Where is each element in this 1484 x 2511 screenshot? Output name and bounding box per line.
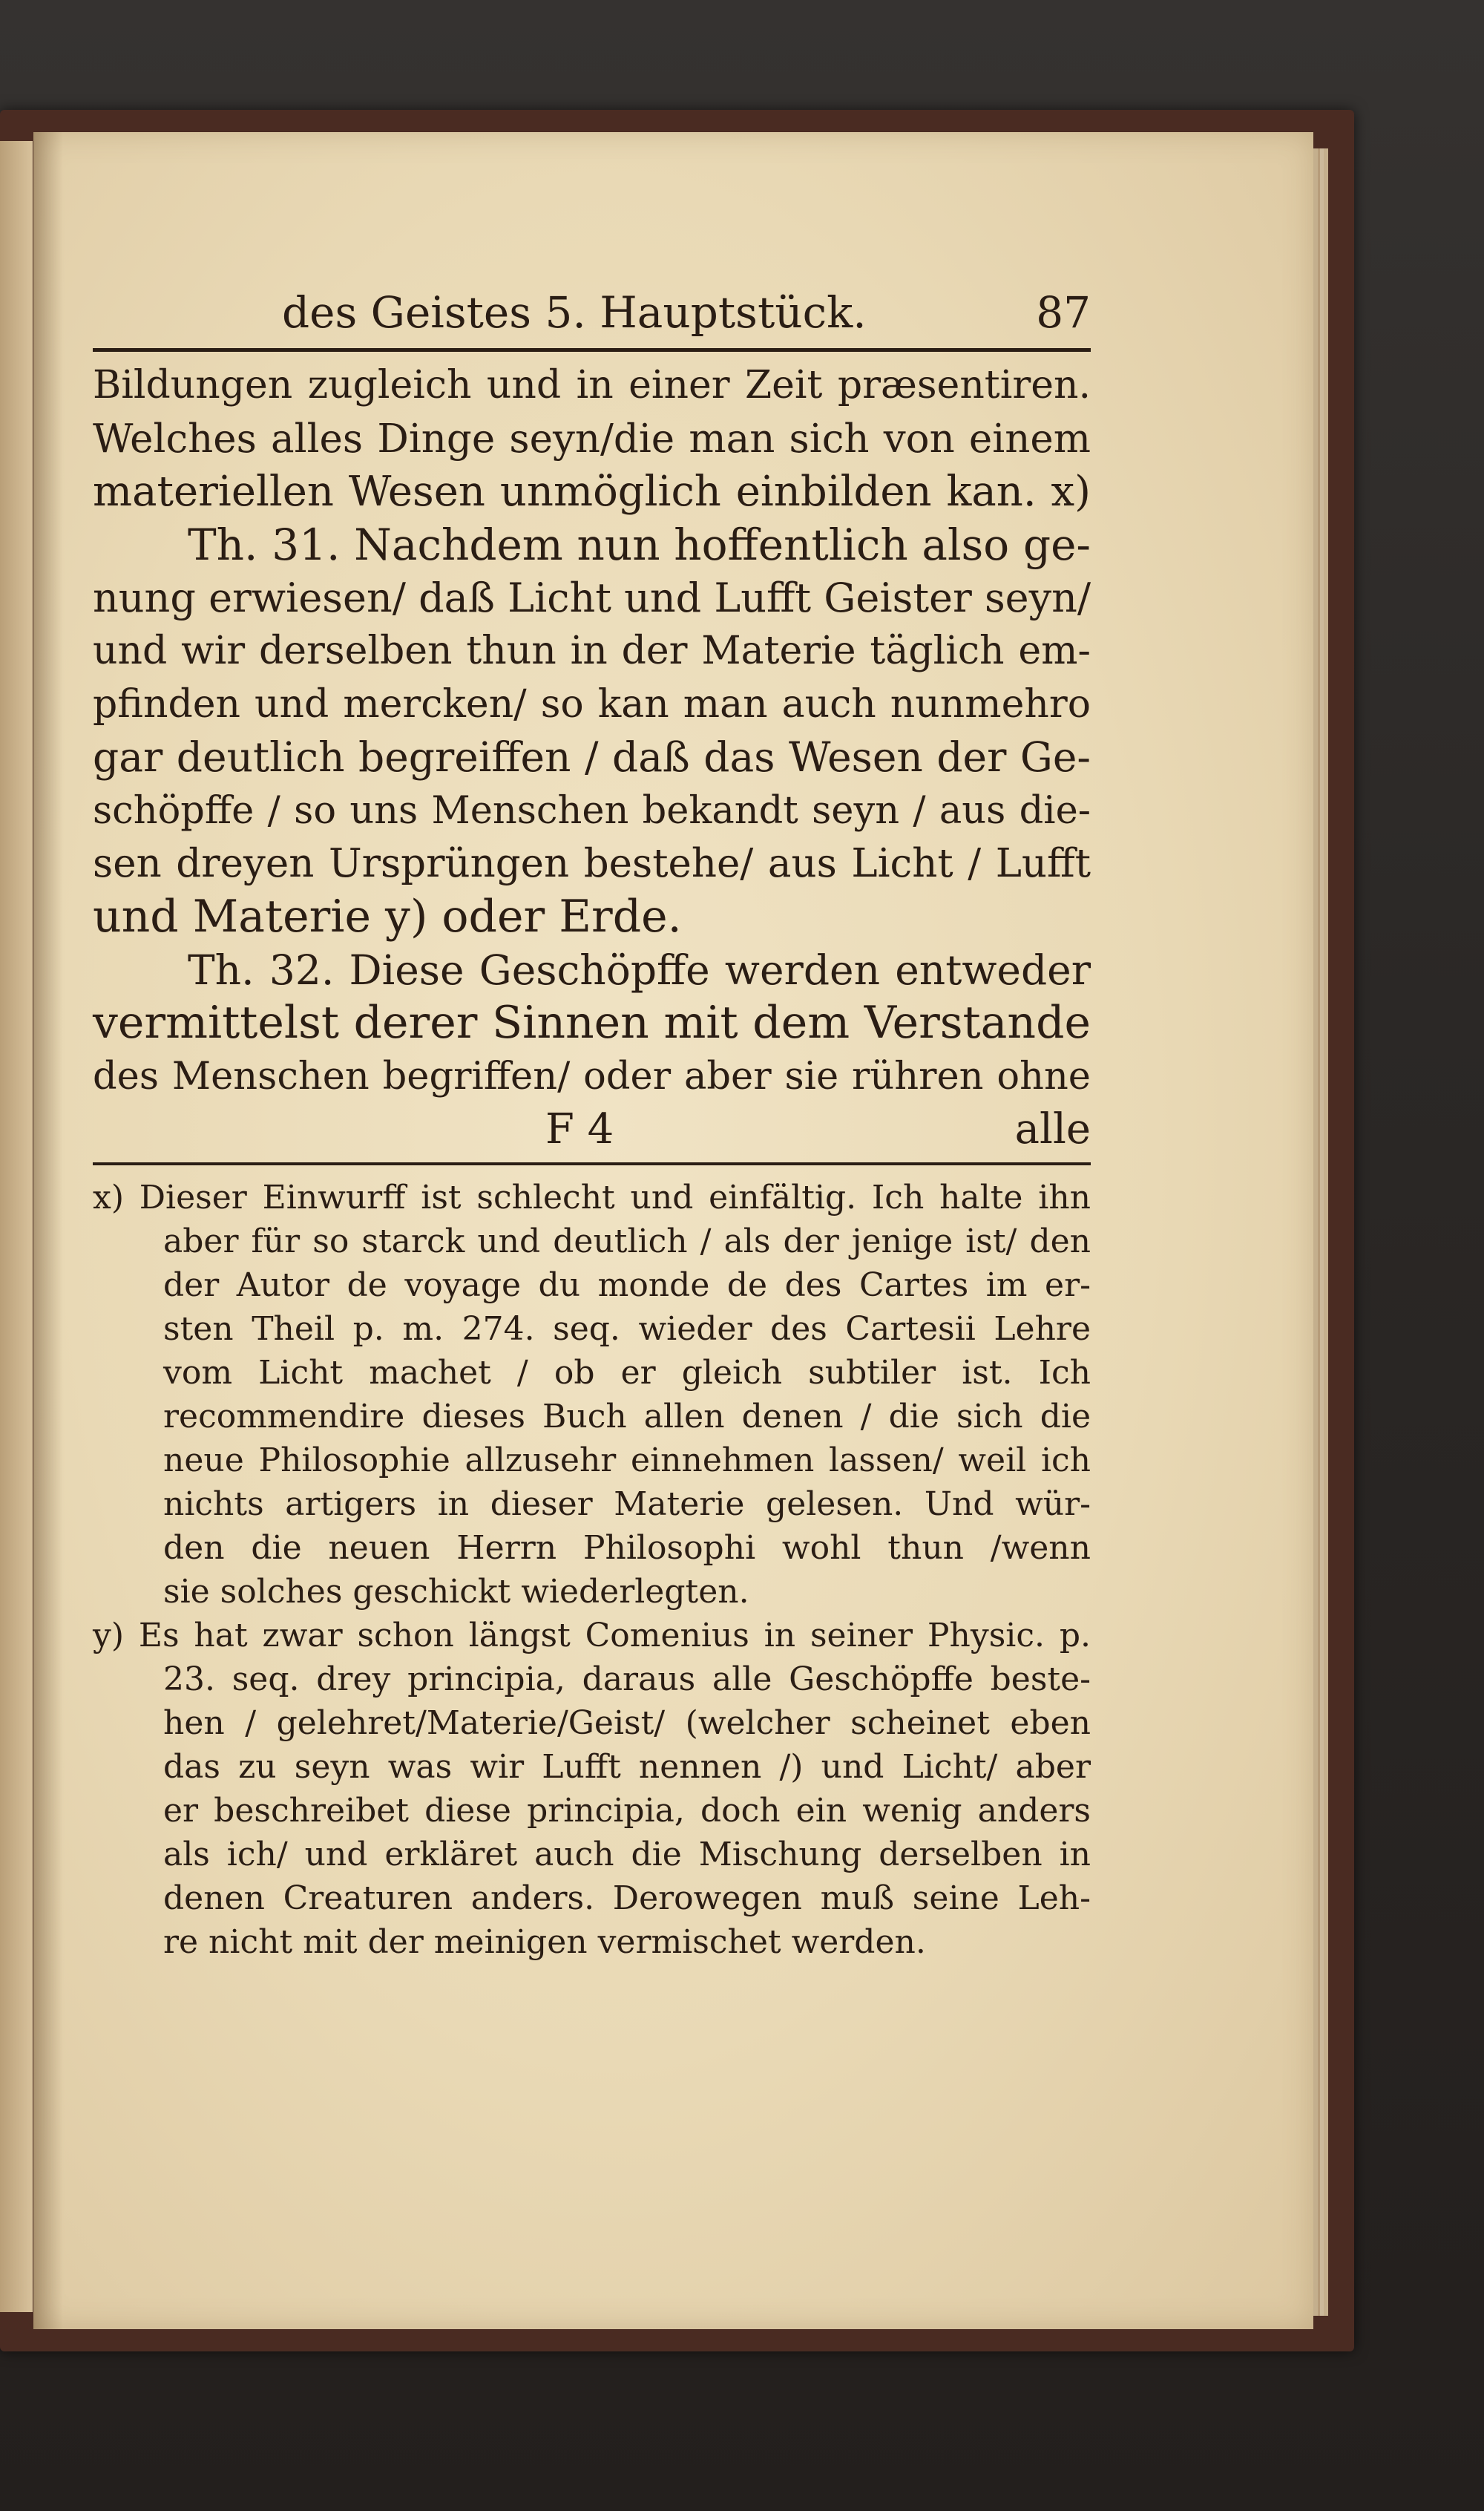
- footnote-line: recommendire dieses Buch allen denen / die sich die: [163, 1398, 1091, 1436]
- header-rule: [93, 348, 1091, 352]
- text-line: Bildungen zugleich und in einer Zeit præsentiren.: [93, 363, 1091, 407]
- text-line: gar deutlich begreiffen / daß das Wesen der Ge-: [93, 733, 1091, 782]
- text-line: pfinden und mercken/ so kan man auch nunmehro: [93, 681, 1091, 727]
- footnote-line: denen Creaturen anders. Derowegen muß seine Leh-: [163, 1879, 1091, 1918]
- text-line: und wir derselben thun in der Materie täglich em-: [93, 628, 1091, 673]
- text-line: nung erwiesen/ daß Licht und Lufft Geister seyn/: [93, 574, 1091, 622]
- catchword: alle: [1014, 1105, 1091, 1154]
- footnote-line: als ich/ und erkläret auch die Mischung derselben in: [163, 1836, 1091, 1874]
- text-line: Th. 31. Nachdem nun hoffentlich also ge-: [188, 519, 1091, 570]
- footnote-line: y) Es hat zwar schon längst Comenius in seiner Physic. p.: [93, 1617, 1091, 1655]
- footnote-line: der Autor de voyage du monde de des Cartes im er-: [163, 1266, 1091, 1305]
- footnote-line: er beschreibet diese principia, doch ein wenig anders: [163, 1792, 1091, 1830]
- footnote-line: 23. seq. drey principia, daraus alle Geschöpffe beste-: [163, 1660, 1091, 1699]
- footnote-line: vom Licht machet / ob er gleich subtiler ist. Ich: [163, 1354, 1091, 1392]
- footnote-line: neue Philosophie allzusehr einnehmen lassen/ weil ich: [163, 1441, 1091, 1480]
- page-gutter-shadow: [33, 132, 63, 2329]
- footnotes: [93, 1176, 1091, 1964]
- footnote-line: den die neuen Herrn Philosophi wohl thun /wenn: [163, 1529, 1091, 1568]
- text-line: des Menschen begriffen/ oder aber sie rühren ohne: [93, 1054, 1091, 1099]
- footnote-line: sten Theil p. m. 274. seq. wieder des Cartesii Lehre: [163, 1310, 1091, 1349]
- previous-page-edge: [0, 141, 33, 2312]
- main-text: [93, 359, 1091, 1103]
- text-line: Th. 32. Diese Geschöpffe werden entweder: [188, 946, 1091, 994]
- signature-mark: F 4: [545, 1105, 614, 1154]
- footnote-line: nichts artigers in dieser Materie gelesen. Und wür-: [163, 1485, 1091, 1524]
- footnote-line: re nicht mit der meinigen vermischet werden.: [163, 1923, 926, 1962]
- footnote-line: sie solches geschickt wiederlegten.: [163, 1573, 749, 1611]
- running-title: des Geistes 5. Hauptstück.: [282, 287, 867, 338]
- text-line: materiellen Wesen unmöglich einbilden kan. x): [93, 468, 1091, 517]
- text-line: sen dreyen Ursprüngen bestehe/ aus Licht / Lufft: [93, 841, 1091, 887]
- footnote-rule: [93, 1162, 1091, 1165]
- footnote-line: x) Dieser Einwurff ist schlecht und einfältig. Ich halte ihn: [93, 1179, 1091, 1217]
- footnote-line: das zu seyn was wir Lufft nennen /) und Licht/ aber: [163, 1748, 1091, 1787]
- footnote-line: hen / gelehret/Materie/Geist/ (welcher scheinet eben: [163, 1704, 1091, 1743]
- text-line: Welches alles Dinge seyn/die man sich von einem: [93, 416, 1091, 462]
- text-line: vermittelst derer Sinnen mit dem Verstande: [93, 997, 1091, 1050]
- text-line: schöpffe / so uns Menschen bekandt seyn / aus die-: [93, 788, 1091, 833]
- text-line: und Materie y) oder Erde.: [93, 890, 682, 943]
- signature-row: [93, 1103, 1091, 1156]
- page-number: 87: [1036, 287, 1091, 338]
- footnote-line: aber für so starck und deutlich / als der jenige ist/ den: [163, 1222, 1091, 1261]
- running-header: [93, 278, 1091, 347]
- page-text: [93, 278, 1091, 1964]
